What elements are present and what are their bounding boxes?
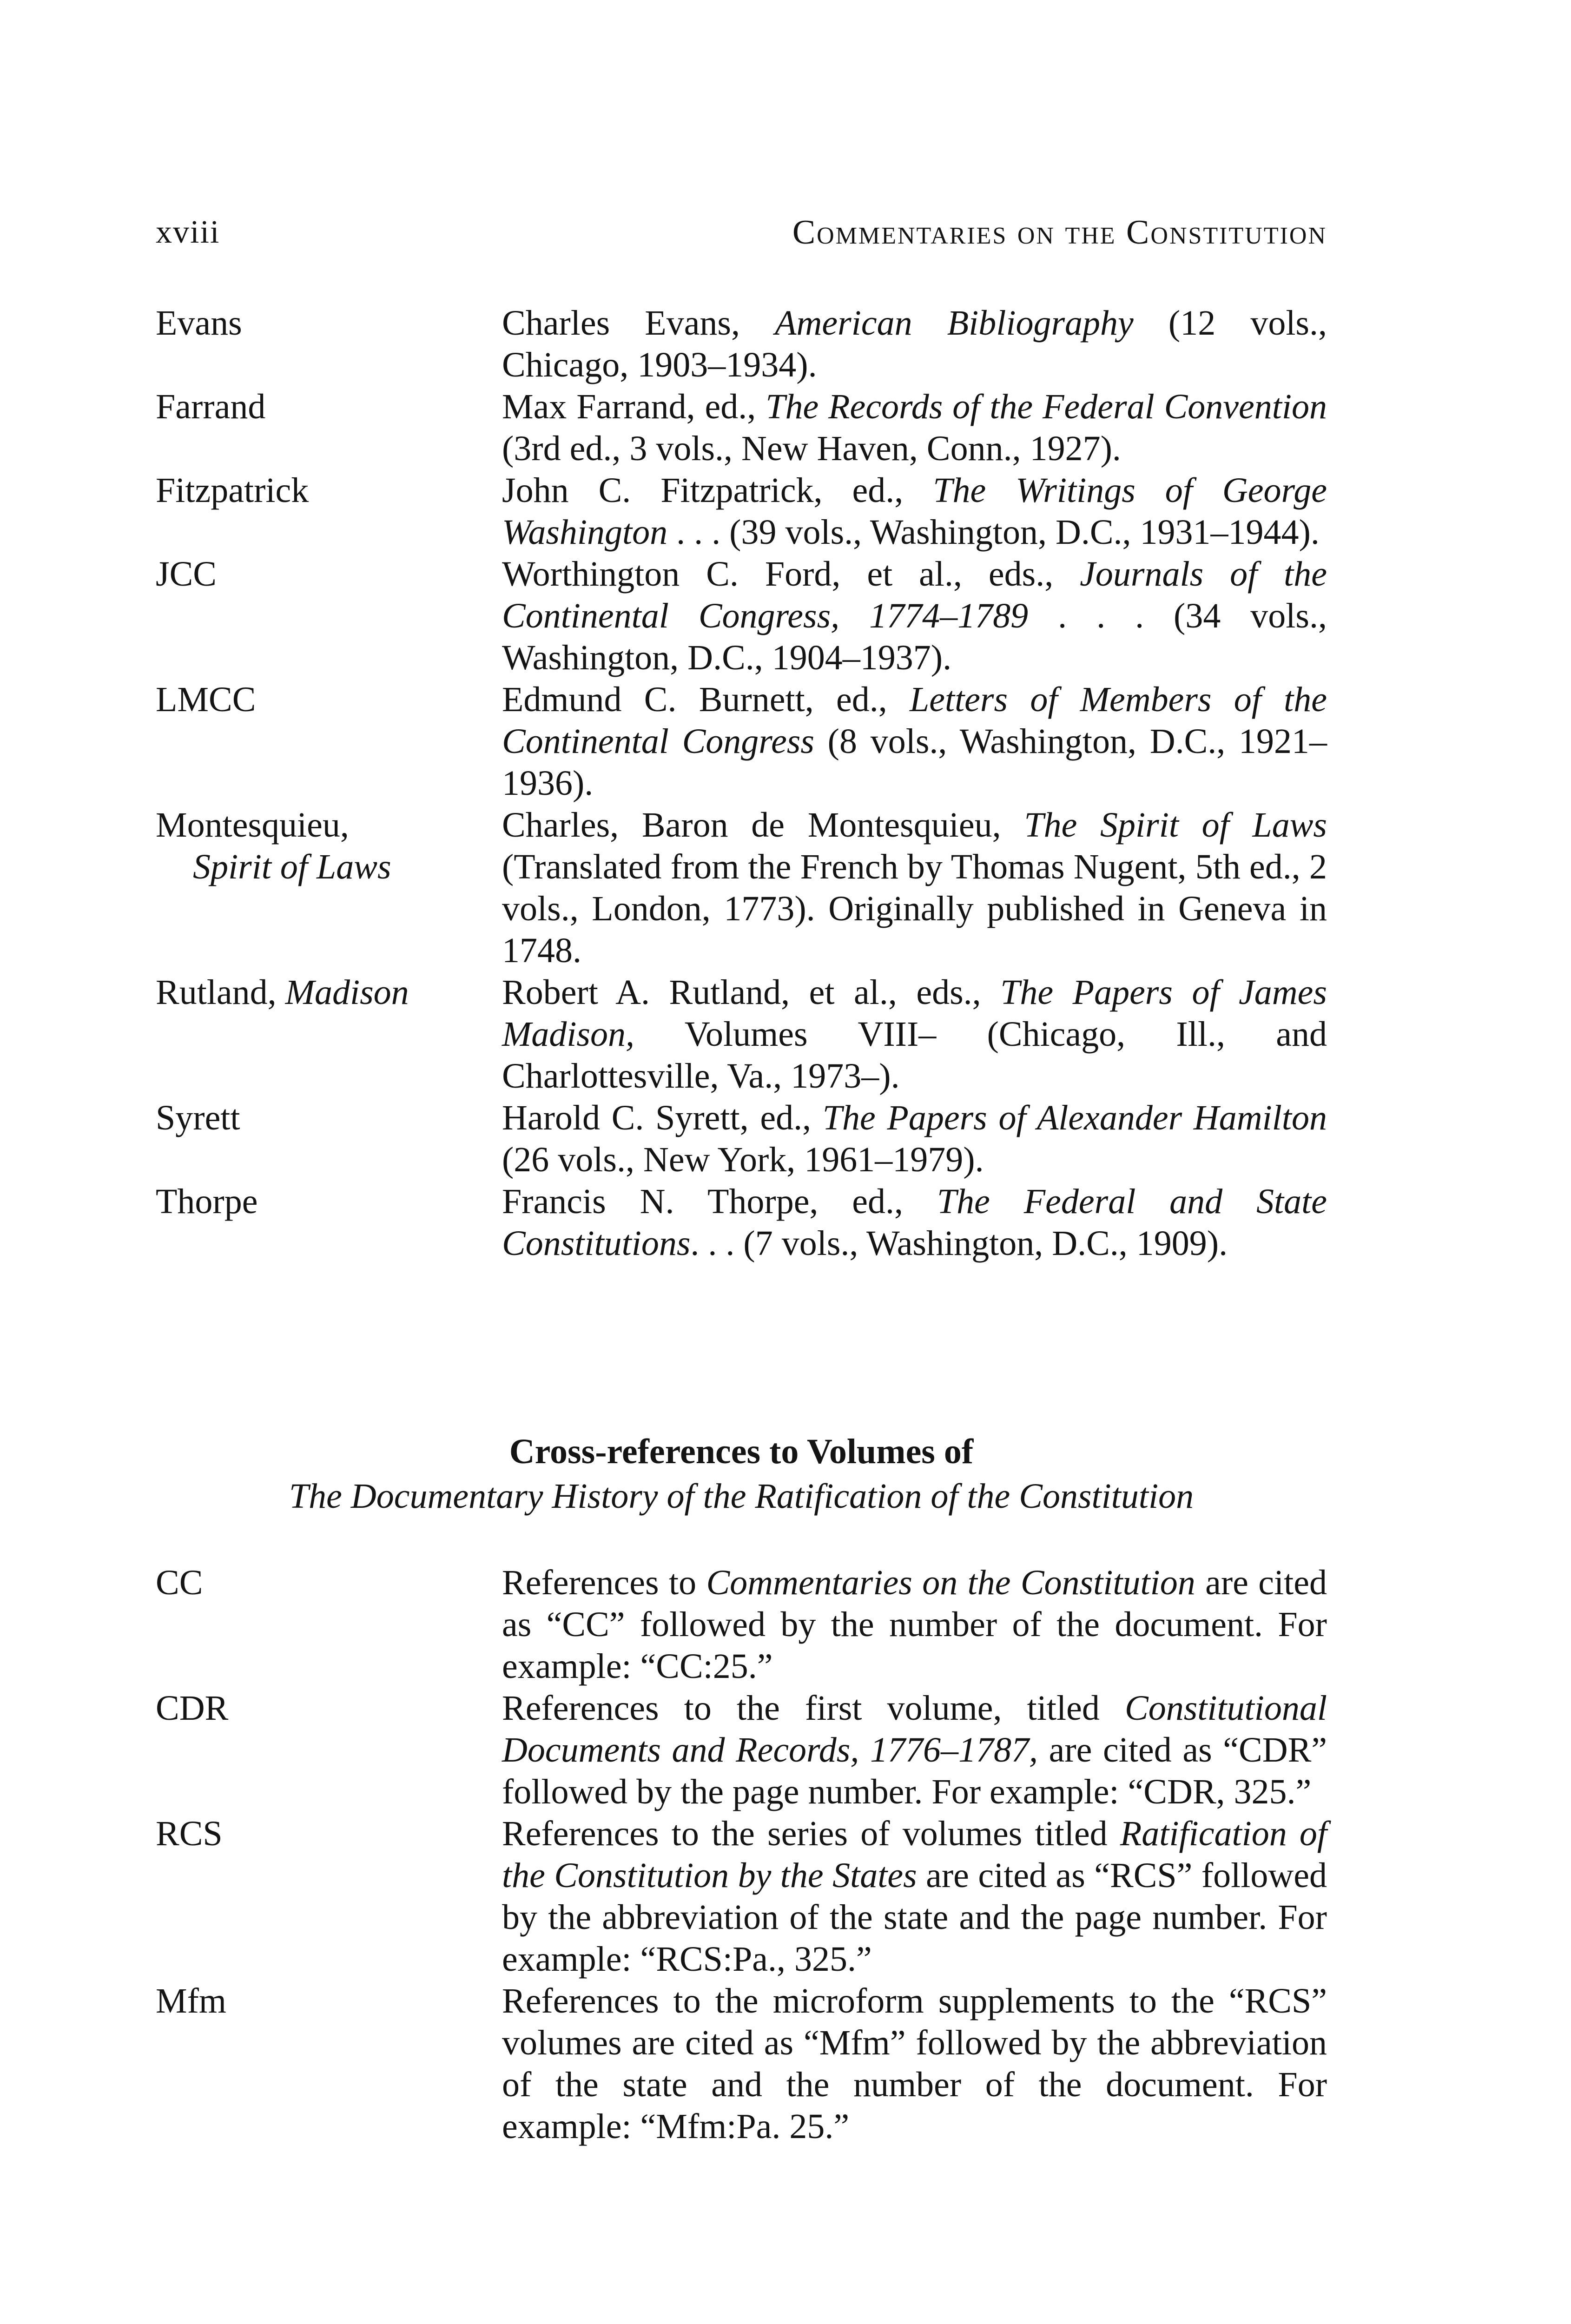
abbreviation-entry <box>156 1980 1327 2147</box>
description-text: Francis N. Thorpe, ed., <box>502 1182 937 1221</box>
abbreviation-key <box>156 1097 481 1139</box>
description-text: Harold C. Syrett, ed., <box>502 1098 823 1137</box>
abbreviation-key <box>156 1813 481 1855</box>
description-text: Charles Evans, <box>502 304 775 343</box>
abbreviation-description <box>502 1097 1327 1181</box>
abbreviation-key <box>156 386 481 428</box>
italic-title: The Spirit of Laws <box>1024 805 1327 845</box>
italic-title: Journals of the Continental Congress, 1774–1789 <box>502 555 1327 635</box>
abbreviation-entry <box>156 1813 1327 1980</box>
abbreviation-description <box>502 1980 1327 2147</box>
description-text: . . . (7 vols., Washington, D.C., 1909). <box>690 1224 1228 1263</box>
abbreviation-entry <box>156 1687 1327 1813</box>
description-text: Edmund C. Burnett, ed., <box>502 680 910 719</box>
abbreviation-entry <box>156 971 1327 1097</box>
abbreviation-entry <box>156 469 1327 553</box>
abbreviation-key <box>156 1562 481 1604</box>
description-text: are cited as “RCS” followed by the abbreviation of the state and the page number. For example: “RCS:Pa., 325.” <box>502 1856 1327 1979</box>
description-text: are cited as “CDR” followed by the page number. For example: “CDR, 325.” <box>502 1730 1327 1811</box>
abbreviation-key <box>156 804 481 888</box>
description-text: References to the microform supplements to the “RCS” volumes are cited as “Mfm” followed by the abbreviation of the state and the number of the document. For example: “Mfm:Pa. 25.” <box>502 1981 1327 2146</box>
abbreviation-key <box>156 1687 481 1729</box>
abbreviation-entry <box>156 553 1327 679</box>
abbreviation-key <box>156 553 481 595</box>
abbreviation-key <box>156 971 481 1013</box>
description-text: Max Farrand, ed., <box>502 387 766 426</box>
abbreviation-key-text: Farrand <box>156 387 266 426</box>
abbreviation-entry <box>156 804 1327 971</box>
abbreviation-description <box>502 553 1327 679</box>
description-text: Volumes VIII– (Chicago, Ill., and Charlottesville, Va., 1973–). <box>502 1015 1327 1096</box>
description-text: References to <box>502 1563 706 1602</box>
abbreviation-entry <box>156 386 1327 469</box>
abbreviation-description <box>502 302 1327 386</box>
description-text: . . . (39 vols., Washington, D.C., 1931–1944). <box>667 513 1320 552</box>
abbreviation-key-text: Syrett <box>156 1098 240 1137</box>
description-text: Robert A. Rutland, et al., eds., <box>502 973 1001 1012</box>
abbreviation-description <box>502 679 1327 804</box>
abbreviation-entry <box>156 1181 1327 1264</box>
crossref-heading <box>156 1429 1327 1519</box>
abbreviation-description <box>502 971 1327 1097</box>
description-text: . . . (34 vols., Washington, D.C., 1904–1937). <box>502 596 1327 677</box>
abbreviation-key-text: RCS <box>156 1814 223 1853</box>
description-text: (Translated from the French by Thomas Nugent, 5th ed., 2 vols., London, 1773). Originally published in Geneva in 1748. <box>502 847 1327 970</box>
abbreviation-key <box>156 679 481 720</box>
abbreviation-entry <box>156 302 1327 386</box>
italic-title: Commentaries on the Constitution <box>706 1563 1195 1602</box>
abbreviation-entry <box>156 1562 1327 1687</box>
abbreviation-key <box>156 1980 481 2022</box>
italic-title: The Papers of James Madison, <box>502 973 1327 1054</box>
abbreviation-key-text: Thorpe <box>156 1182 258 1221</box>
italic-title: American Bibliography <box>775 304 1134 343</box>
italic-title: The Federal and State Constitutions <box>502 1182 1327 1263</box>
description-text: Worthington C. Ford, et al., eds., <box>502 555 1080 594</box>
description-text: (8 vols., Washington, D.C., 1921–1936). <box>502 722 1327 803</box>
italic-title: The Writings of George Washington <box>502 471 1327 552</box>
abbreviation-key-text: LMCC <box>156 680 256 719</box>
italic-title: Letters of Members of the Continental Congress <box>502 680 1327 761</box>
abbreviation-key <box>156 469 481 511</box>
abbreviation-key-text: Fitzpatrick <box>156 471 309 510</box>
abbreviation-key-text: JCC <box>156 555 217 594</box>
italic-title: The Records of the Federal Convention <box>766 387 1327 426</box>
page-number: xviii <box>156 214 220 250</box>
description-text: (12 vols., Chicago, 1903–1934). <box>502 304 1327 384</box>
abbreviation-key-text: Rutland, <box>156 973 277 1012</box>
abbreviation-description <box>502 1813 1327 1980</box>
description-text: References to the series of volumes titled <box>502 1814 1120 1853</box>
description-text: Charles, Baron de Montesquieu, <box>502 805 1024 845</box>
description-text: are cited as “CC” followed by the number of the document. For example: “CC:25.” <box>502 1563 1327 1686</box>
abbreviation-key-text: CDR <box>156 1689 229 1728</box>
description-text: (26 vols., New York, 1961–1979). <box>502 1140 984 1179</box>
crossref-heading-line2: The Documentary History of the Ratification of the Constitution <box>289 1477 1194 1516</box>
italic-title: Constitutional Documents and Records, 1776–1787, <box>502 1689 1327 1769</box>
abbreviation-key-text: Evans <box>156 304 242 343</box>
abbreviation-description <box>502 386 1327 469</box>
description-text: John C. Fitzpatrick, ed., <box>502 471 933 510</box>
italic-title: Ratification of the Constitution by the States <box>502 1814 1327 1895</box>
abbreviation-key-subtitle: Spirit of Laws <box>193 847 391 886</box>
abbreviation-entry <box>156 1097 1327 1181</box>
abbreviation-key <box>156 1181 481 1222</box>
description-text: (3rd ed., 3 vols., New Haven, Conn., 1927). <box>502 429 1121 468</box>
abbreviation-key-text: CC <box>156 1563 203 1602</box>
abbreviation-description <box>502 1181 1327 1264</box>
crossref-heading-line1: Cross-references to Volumes of <box>509 1432 974 1471</box>
running-title: Commentaries on the Constitution <box>792 213 1327 251</box>
italic-title: The Papers of Alexander Hamilton <box>822 1098 1327 1137</box>
abbreviation-description <box>502 804 1327 971</box>
running-head <box>156 211 1327 253</box>
abbreviation-description <box>502 1687 1327 1813</box>
abbreviation-description <box>502 1562 1327 1687</box>
short-titles-list <box>156 302 1327 1264</box>
abbreviation-key-text: Mfm <box>156 1981 226 2020</box>
abbreviation-key-text: Montesquieu, <box>156 805 349 845</box>
crossref-list <box>156 1562 1327 2147</box>
abbreviation-key-italic: Madison <box>285 973 409 1012</box>
abbreviation-key <box>156 302 481 344</box>
description-text: References to the first volume, titled <box>502 1689 1125 1728</box>
abbreviation-entry <box>156 679 1327 804</box>
abbreviation-description <box>502 469 1327 553</box>
